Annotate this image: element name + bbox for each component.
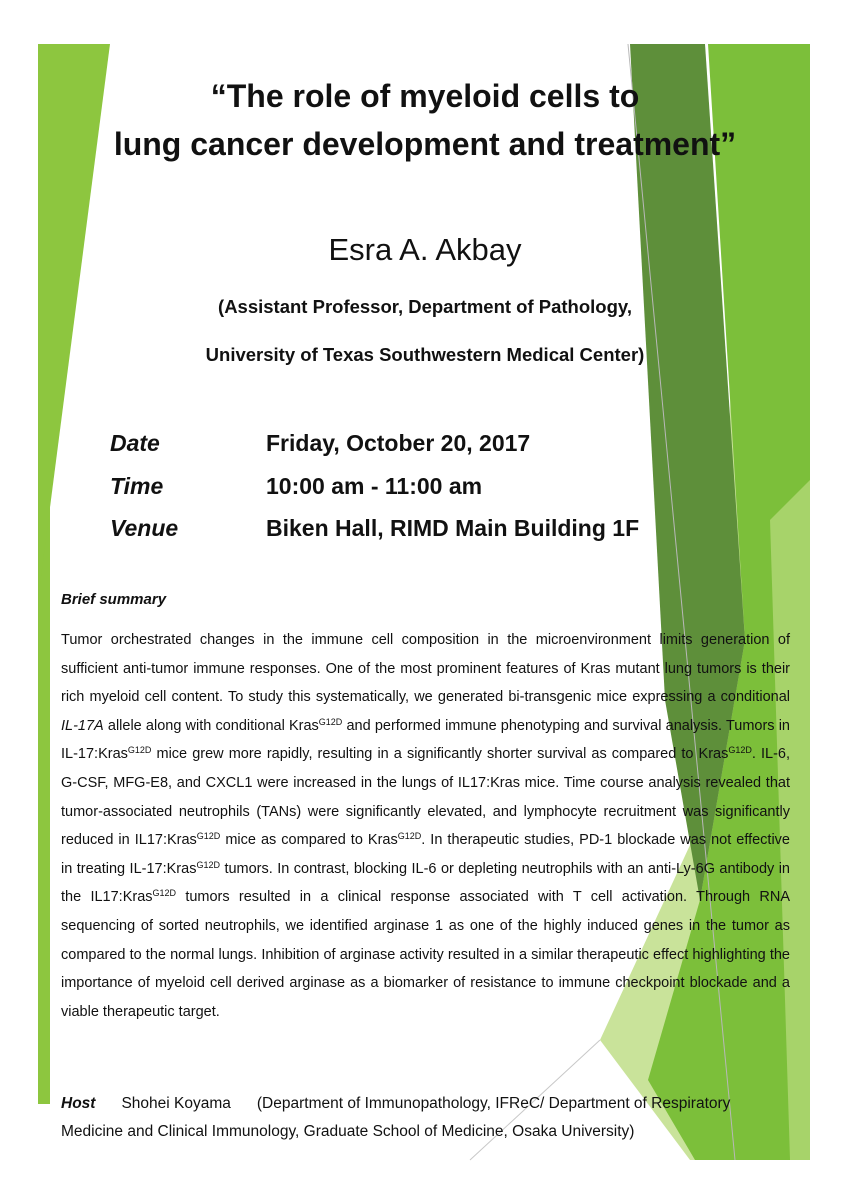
summary-text: Tumor orchestrated changes in the immune cell composition in the microenvironment limits generation of sufficient anti-tumor immune responses. One of the most prominent features of Kras mutant lung tumors is their rich myeloid cell content. To study this systematically, we generated bi-transgenic mice expressing a conditional bbox=[61, 632, 790, 706]
host-affiliation: (Department of Immunopathology, IFReC/ Department of Respiratory Medicine and Clinical Immunology, Graduate School of Medicine, Osaka University) bbox=[61, 1095, 731, 1140]
mutation-superscript: G12D bbox=[397, 831, 422, 842]
summary-heading: Brief summary bbox=[61, 591, 167, 608]
date-label: Date bbox=[110, 430, 160, 456]
talk-title-line-2: lung cancer development and treatment” bbox=[113, 126, 737, 162]
mutation-superscript: G12D bbox=[728, 745, 752, 756]
time-value: 10:00 am - 11:00 am bbox=[266, 473, 483, 499]
time-label: Time bbox=[110, 473, 164, 499]
summary-text: . In therapeutic studies, PD-1 blockade was not effective in treating IL-17:Kras bbox=[61, 832, 790, 877]
mutation-superscript: G12D bbox=[196, 859, 220, 870]
host-label: Host bbox=[61, 1095, 96, 1112]
summary-text: allele along with conditional Kras bbox=[103, 717, 319, 734]
mutation-superscript: G12D bbox=[152, 888, 177, 899]
venue-value: Biken Hall, RIMD Main Building 1F bbox=[266, 515, 640, 541]
summary-text: mice grew more rapidly, resulting in a significantly shorter survival as compared to Kras bbox=[151, 746, 729, 763]
mutation-superscript: G12D bbox=[318, 716, 343, 727]
summary-text: tumors resulted in a clinical response associated with T cell activation. Through RNA sequencing of sorted neutrophils, we identified arginase 1 as one of the highly induced genes in the tumor as compared to the normal lungs. Inhibition of arginase activity resulted in a similar therapeutic effect highlighting the importance of myeloid cell derived arginase as a biomarker of resistance to immune checkpoint blockade and a viable therapeutic target. bbox=[61, 889, 790, 1020]
mutation-superscript: G12D bbox=[127, 745, 152, 756]
host-section bbox=[61, 1090, 790, 1146]
summary-paragraph bbox=[61, 626, 790, 1026]
summary-text: tumors. In contrast, blocking IL-6 or depleting neutrophils with an anti-Ly-6G antibody in the IL17:Kras bbox=[61, 860, 790, 906]
date-value: Friday, October 20, 2017 bbox=[266, 430, 531, 456]
summary-text: mice as compared to Kras bbox=[220, 832, 398, 849]
talk-title-line-1: “The role of myeloid cells to bbox=[210, 78, 640, 114]
summary-text: and performed immune phenotyping and survival analysis. Tumors in IL-17:Kras bbox=[61, 717, 790, 763]
gene-name-italic: IL-17A bbox=[61, 717, 104, 734]
speaker-affiliation-line-1: (Assistant Professor, Department of Pathology, bbox=[218, 296, 632, 317]
host-name: Shohei Koyama bbox=[121, 1095, 231, 1112]
venue-label: Venue bbox=[110, 515, 179, 541]
speaker-affiliation-line-2: University of Texas Southwestern Medical Center) bbox=[205, 344, 645, 365]
speaker-name: Esra A. Akbay bbox=[328, 232, 522, 267]
summary-text: . IL-6, G-CSF, MFG-E8, and CXCL1 were increased in the lungs of IL17:Kras mice. Time course analysis revealed that tumor-associated neutrophils (TANs) were significantly elevated, and lymphocyte recruitment was significantly reduced in IL17:Kras bbox=[61, 746, 790, 849]
mutation-superscript: G12D bbox=[196, 831, 221, 842]
